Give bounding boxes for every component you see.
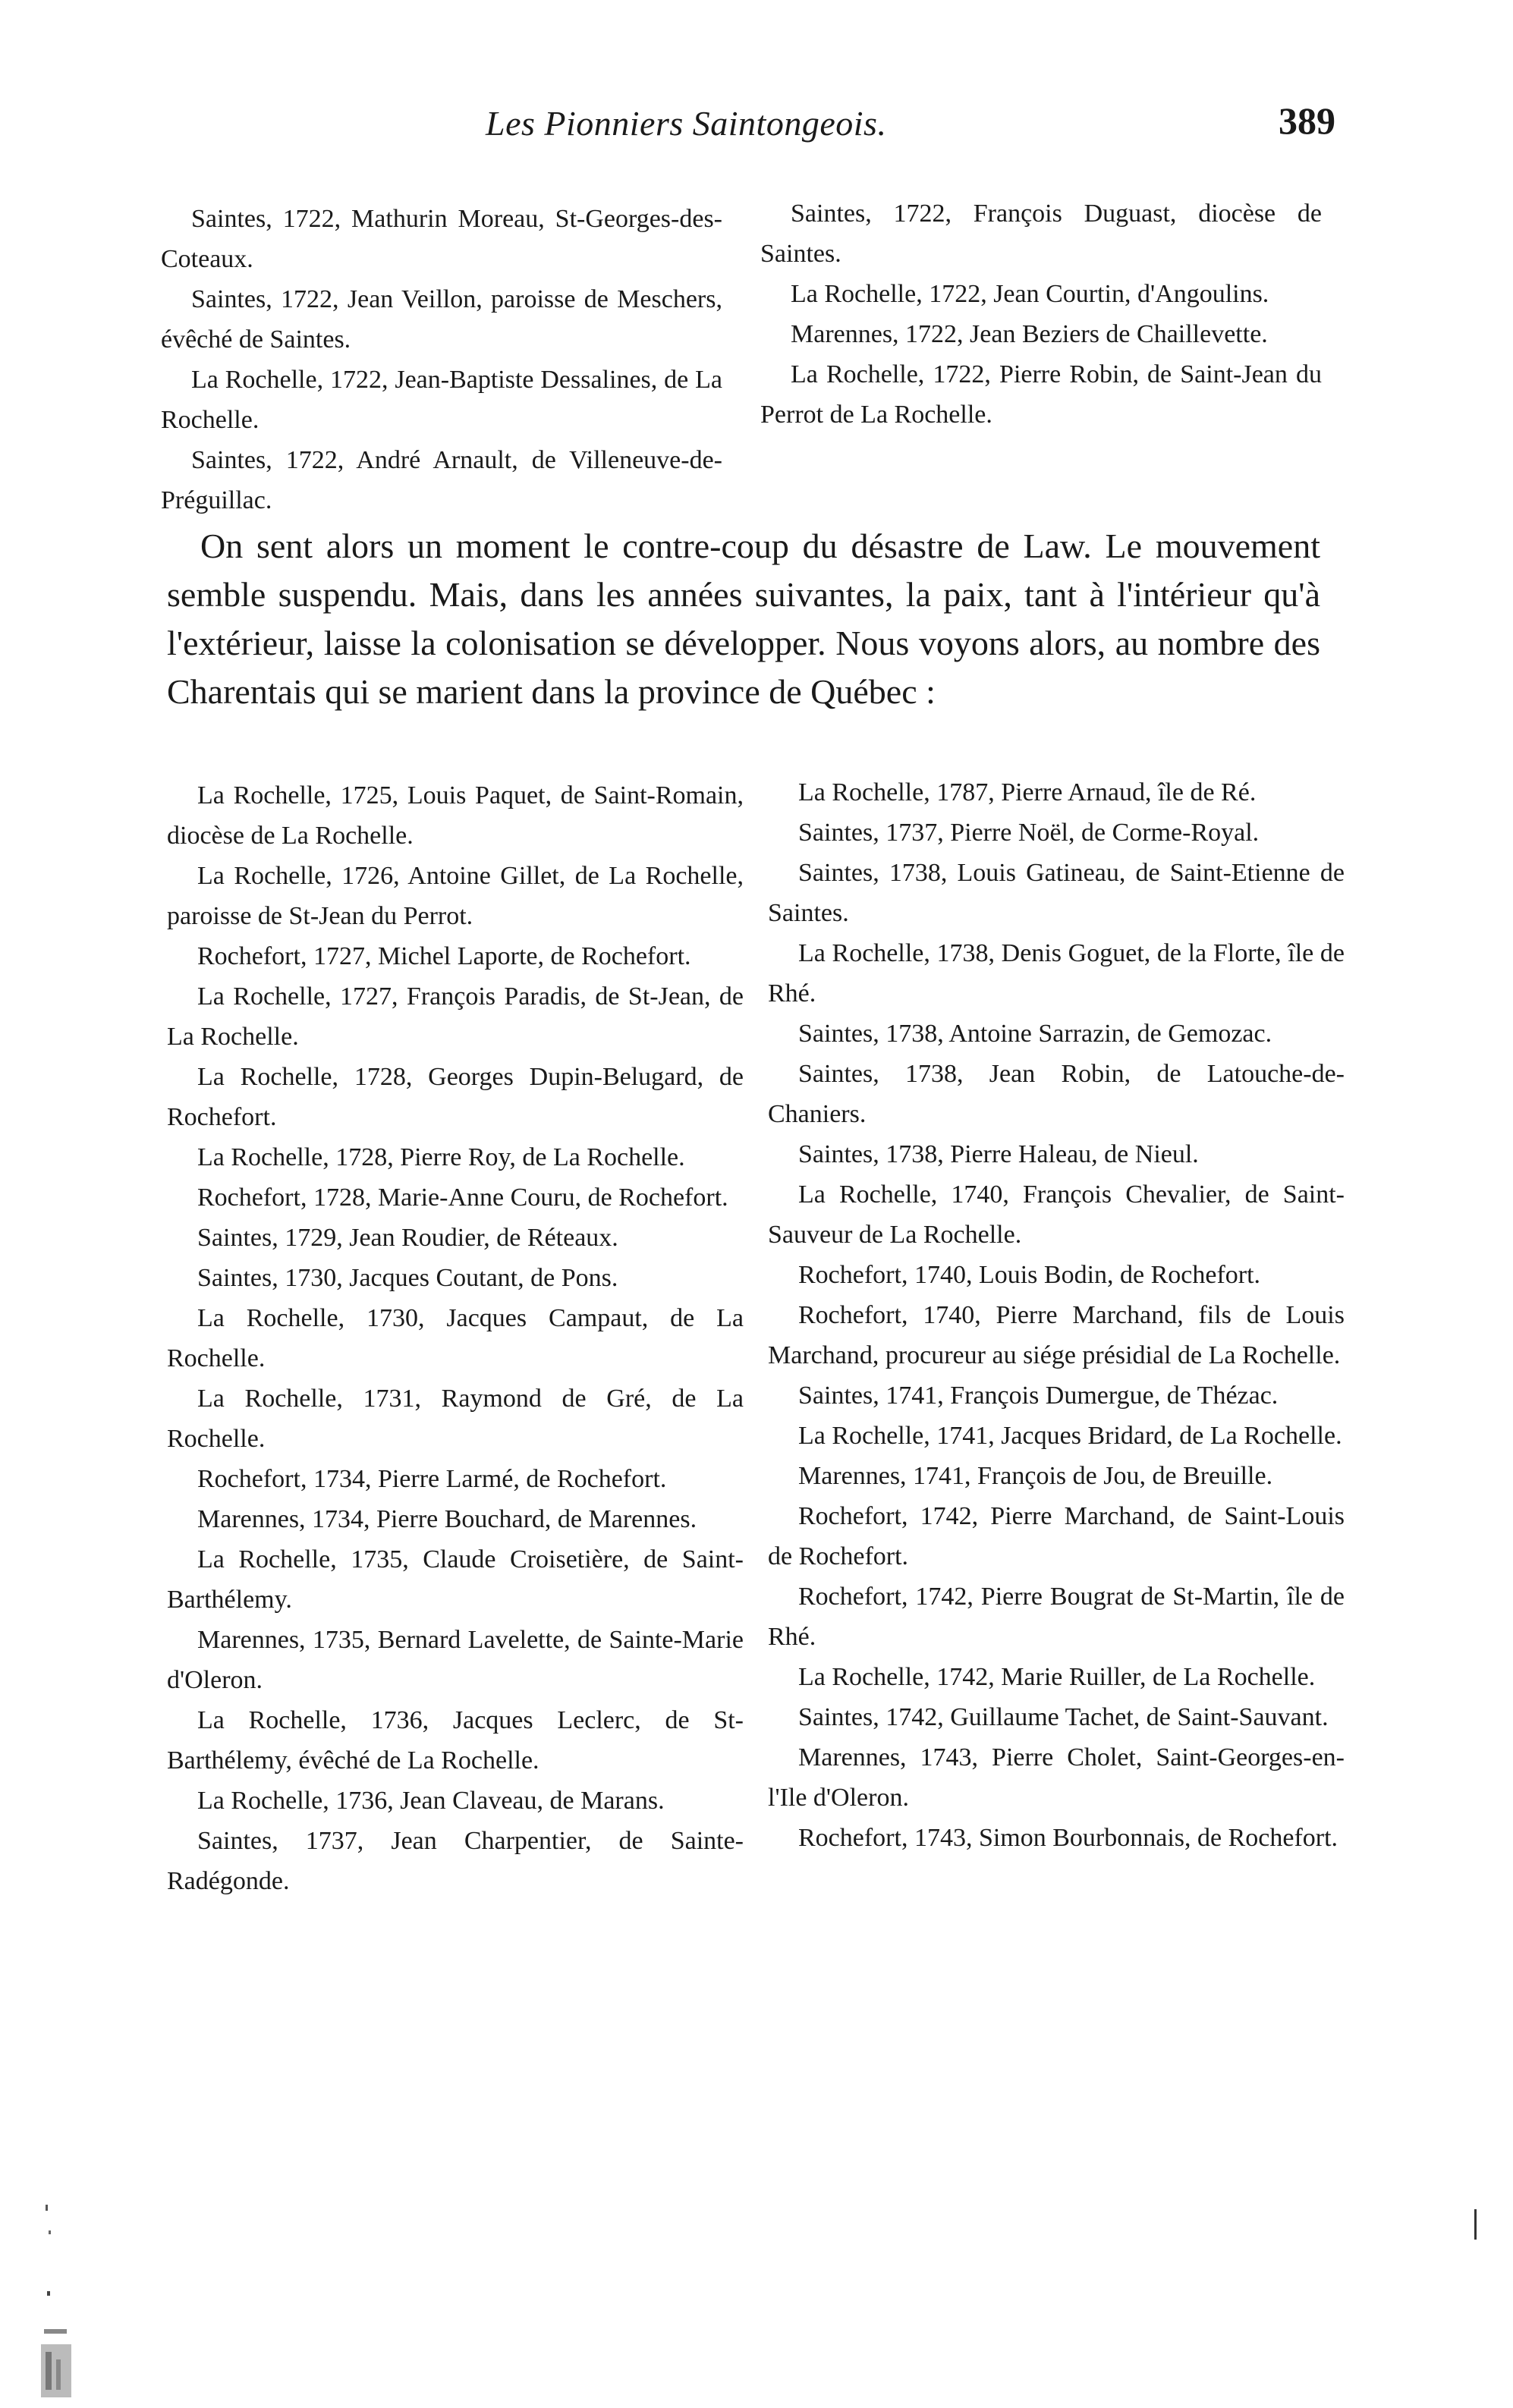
scan-speck [1472,2209,1480,2240]
list-item: Saintes, 1722, Mathurin Moreau, St-Georges-des-Coteaux. [161,205,722,273]
list-item: La Rochelle, 1741, Jacques Bridard, de La Rochelle. [798,1422,1342,1450]
page-header [167,90,1335,150]
list-item: La Rochelle, 1727, François Paradis, de St-Jean, de La Rochelle. [167,982,744,1051]
list-item: La Rochelle, 1731, Raymond de Gré, de La Rochelle. [167,1385,744,1453]
list-item: La Rochelle, 1725, Louis Paquet, de Saint-Romain, diocèse de La Rochelle. [167,781,744,850]
list-item: La Rochelle, 1722, Pierre Robin, de Saint-Jean du Perrot de La Rochelle. [760,360,1322,429]
list-item: Saintes, 1738, Jean Robin, de Latouche-de-Chaniers. [768,1060,1345,1128]
list-item: Saintes, 1741, François Dumergue, de Thézac. [798,1382,1279,1410]
list-item: La Rochelle, 1735, Claude Croisetière, de Saint-Barthélemy. [167,1545,744,1614]
list-item: Marennes, 1722, Jean Beziers de Chaillevette. [791,320,1268,348]
list-item: La Rochelle, 1728, Georges Dupin-Belugard, de Rochefort. [167,1063,744,1131]
list-item: La Rochelle, 1736, Jacques Leclerc, de St-Barthélemy, évêché de La Rochelle. [167,1706,744,1775]
list-item: Saintes, 1738, Antoine Sarrazin, de Gemozac. [798,1020,1272,1048]
list-item: Marennes, 1741, François de Jou, de Breuille. [798,1462,1273,1490]
list-item: Saintes, 1722, André Arnault, de Villeneuve-de-Préguillac. [161,446,722,514]
list-item: La Rochelle, 1738, Denis Goguet, de la Florte, île de Rhé. [768,939,1345,1008]
list-item: La Rochelle, 1726, Antoine Gillet, de La Rochelle, paroisse de St-Jean du Perrot. [167,862,744,930]
list-item: La Rochelle, 1787, Pierre Arnaud, île de Ré. [798,778,1257,806]
list-item: Rochefort, 1728, Marie-Anne Couru, de Rochefort. [197,1184,728,1212]
list-item: La Rochelle, 1736, Jean Claveau, de Marans. [197,1787,665,1815]
list-item: Rochefort, 1740, Louis Bodin, de Rochefort. [798,1261,1261,1289]
running-title: Les Pionniers Saintongeois. [486,104,887,143]
body-paragraph: On sent alors un moment le contre-coup du désastre de Law. Le mouvement semble suspendu. Mais, dans les années suivantes, la paix, tant à l'intérieur qu'à l'extérieur, laisse la colonisation se développer. Nous voyons alors, au nombre des Charentais qui se marient dans la province de Québec : [167,527,1320,711]
list-item: Rochefort, 1742, Pierre Bougrat de St-Martin, île de Rhé. [768,1583,1345,1651]
list-item: Rochefort, 1742, Pierre Marchand, de Saint-Louis de Rochefort. [768,1502,1345,1570]
list-item: Rochefort, 1743, Simon Bourbonnais, de Rochefort. [798,1824,1338,1852]
list-item: Saintes, 1722, Jean Veillon, paroisse de Meschers, évêché de Saintes. [161,285,722,354]
top-left-column [161,199,722,520]
list-item: Rochefort, 1740, Pierre Marchand, fils de Louis Marchand, procureur au siége présidial de La Rochelle. [768,1301,1345,1369]
page-number: 389 [1279,99,1335,142]
list-item: Saintes, 1737, Pierre Noël, de Corme-Royal. [798,819,1260,847]
list-item: Rochefort, 1727, Michel Laporte, de Rochefort. [197,942,691,970]
list-item: La Rochelle, 1722, Jean-Baptiste Dessalines, de La Rochelle. [161,366,722,434]
list-item: Saintes, 1737, Jean Charpentier, de Sainte-Radégonde. [167,1827,744,1895]
list-item: La Rochelle, 1740, François Chevalier, de Saint-Sauveur de La Rochelle. [768,1180,1345,1249]
top-right-column [760,193,1322,435]
list-item: Saintes, 1729, Jean Roudier, de Réteaux. [197,1224,618,1252]
list-item: Marennes, 1734, Pierre Bouchard, de Marennes. [197,1505,697,1533]
scan-edge-specks [30,2200,83,2405]
list-item: Saintes, 1722, François Duguast, diocèse de Saintes. [760,200,1322,268]
list-item: Marennes, 1735, Bernard Lavelette, de Sainte-Marie d'Oleron. [167,1626,744,1694]
list-item: Saintes, 1730, Jacques Coutant, de Pons. [197,1264,618,1292]
list-item: La Rochelle, 1722, Jean Courtin, d'Angoulins. [791,280,1269,308]
list-item: Saintes, 1738, Pierre Haleau, de Nieul. [798,1140,1199,1168]
list-item: La Rochelle, 1728, Pierre Roy, de La Rochelle. [197,1143,685,1171]
bottom-left-column [167,775,744,1901]
bottom-right-column [768,772,1345,1858]
list-item: Saintes, 1742, Guillaume Tachet, de Saint-Sauvant. [798,1703,1329,1731]
list-item: La Rochelle, 1730, Jacques Campaut, de La Rochelle. [167,1304,744,1372]
list-item: Rochefort, 1734, Pierre Larmé, de Rochefort. [197,1465,667,1493]
list-item: Saintes, 1738, Louis Gatineau, de Saint-Etienne de Saintes. [768,859,1345,927]
list-item: Marennes, 1743, Pierre Cholet, Saint-Georges-en-l'Ile d'Oleron. [768,1743,1345,1812]
list-item: La Rochelle, 1742, Marie Ruiller, de La Rochelle. [798,1663,1316,1691]
